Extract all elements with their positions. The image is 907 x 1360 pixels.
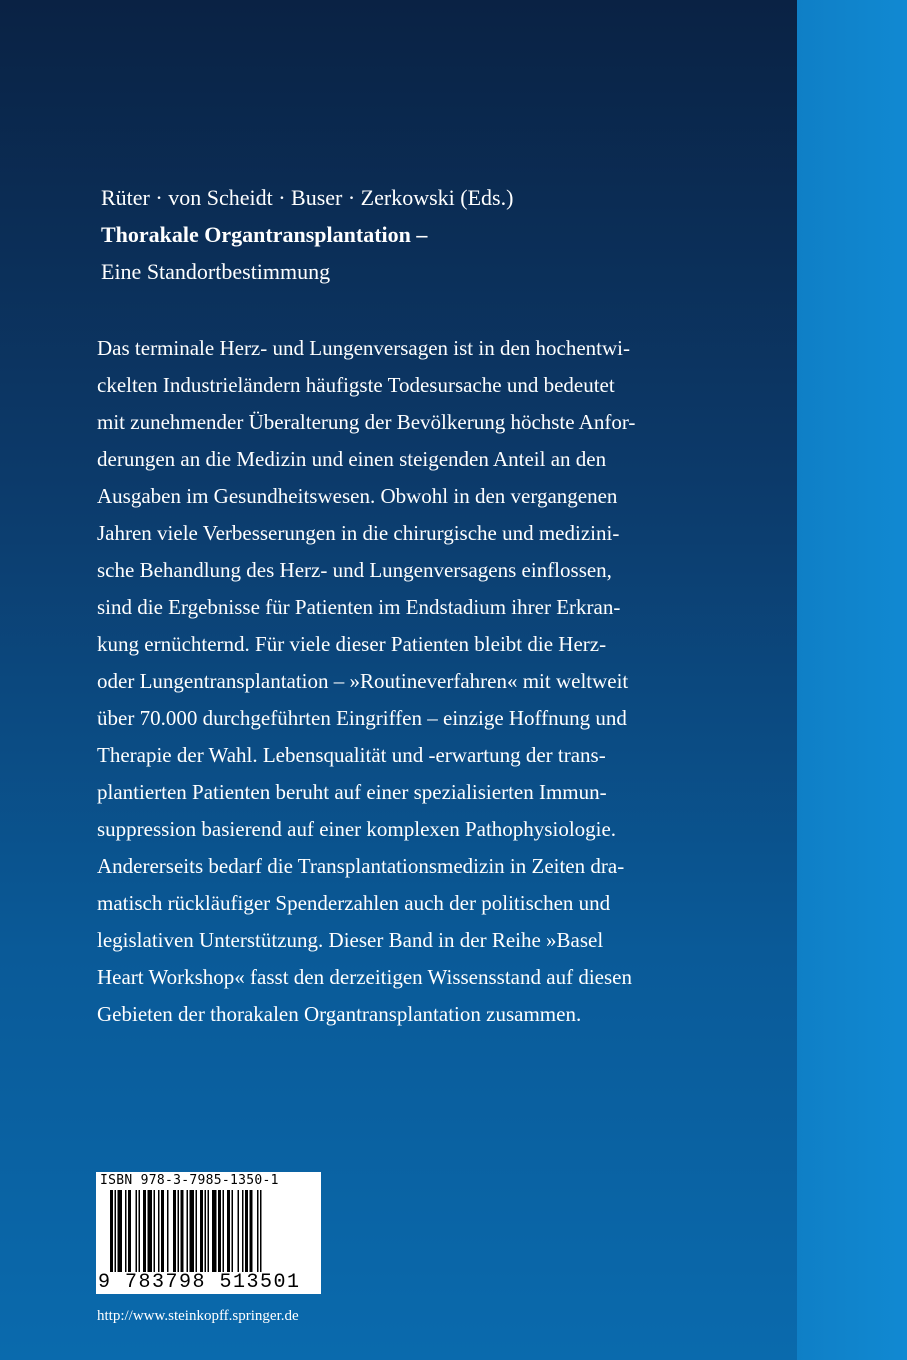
blurb-line: Ausgaben im Gesundheitswesen. Obwohl in den vergangenen <box>97 484 618 508</box>
blurb-text <box>97 330 737 1033</box>
blurb-line: Das terminale Herz- und Lungenversagen ist in den hochentwi- <box>97 336 630 360</box>
barcode-bar <box>245 1190 248 1272</box>
blurb-line: kung ernüchternd. Für viele dieser Patienten bleibt die Herz- <box>97 632 607 656</box>
blurb-line: ckelten Industrieländern häufigste Todesursache und bedeutet <box>97 373 615 397</box>
barcode-bar <box>173 1190 176 1272</box>
book-title: Thorakale Organtransplantation – <box>101 222 428 247</box>
spine-edge-strip <box>797 0 907 1360</box>
book-subtitle: Eine Standortbestimmung <box>101 259 331 284</box>
editors-line: Rüter · von Scheidt · Buser · Zerkowski (Eds.) <box>101 185 514 210</box>
barcode-bar <box>242 1190 244 1272</box>
blurb-line: Gebieten der thorakalen Organtransplantation zusammen. <box>97 1002 582 1026</box>
barcode-bar <box>158 1190 160 1272</box>
blurb-line: Heart Workshop« fasst den derzeitigen Wissensstand auf diesen <box>97 965 632 989</box>
barcode-bar <box>118 1190 123 1272</box>
barcode-bar <box>257 1190 259 1272</box>
barcode-bar <box>110 1190 113 1272</box>
blurb-line: derungen an die Medizin und einen steigenden Anteil an den <box>97 447 607 471</box>
blurb-line: sche Behandlung des Herz- und Lungenversagens einflossen, <box>97 558 612 582</box>
barcode-bar <box>250 1190 253 1272</box>
publisher-url: http://www.steinkopff.springer.de <box>97 1308 299 1324</box>
barcode-bar <box>196 1190 198 1272</box>
barcode-bar <box>232 1190 234 1272</box>
barcode-bar <box>167 1190 169 1272</box>
barcode-bar <box>139 1190 141 1272</box>
blurb-line: legislativen Unterstützung. Dieser Band in der Reihe »Basel <box>97 928 604 952</box>
barcode-bar <box>115 1190 117 1272</box>
blurb-line: Andererseits bedarf die Transplantationsmedizin in Zeiten dra- <box>97 854 625 878</box>
barcode-bar <box>181 1190 184 1272</box>
barcode-bar <box>187 1190 189 1272</box>
blurb-line: Therapie der Wahl. Lebensqualität und -erwartung der trans- <box>97 743 606 767</box>
barcode-digits: 9 783798 513501 <box>98 1271 301 1294</box>
barcode-bar <box>148 1190 153 1272</box>
barcode-bar <box>208 1190 210 1272</box>
barcode-bar <box>136 1190 138 1272</box>
barcode-bar <box>227 1190 230 1272</box>
barcode-bar <box>260 1190 262 1272</box>
barcode-bar <box>178 1190 180 1272</box>
barcode-bar <box>161 1190 164 1272</box>
blurb-line: Jahren viele Verbesserungen in die chirurgische und medizini- <box>97 521 620 545</box>
blurb-line: suppression basierend auf einer komplexen Pathophysiologie. <box>97 817 617 841</box>
barcode-bar <box>154 1190 156 1272</box>
barcode-bar <box>190 1190 195 1272</box>
barcode-bar <box>238 1190 240 1272</box>
blurb-line: plantierten Patienten beruht auf einer spezialisierten Immun- <box>97 780 607 804</box>
barcode-bar <box>128 1190 131 1272</box>
blurb-line: über 70.000 durchgeführten Eingriffen – einzige Hoffnung und <box>97 706 627 730</box>
barcode-bar <box>223 1190 225 1272</box>
blurb-line: mit zunehmender Überalterung der Bevölkerung höchste Anfor- <box>97 410 636 434</box>
isbn-barcode <box>96 1172 321 1294</box>
blurb-line: matisch rückläufiger Spenderzahlen auch der politischen und <box>97 891 611 915</box>
barcode-bar <box>200 1190 203 1272</box>
blurb-line: oder Lungentransplantation – »Routineverfahren« mit weltweit <box>97 669 629 693</box>
barcode-bar <box>143 1190 146 1272</box>
barcode-bars <box>110 1190 310 1272</box>
barcode-bar <box>205 1190 207 1272</box>
isbn-label: ISBN 978-3-7985-1350-1 <box>100 1173 279 1188</box>
barcode-bar <box>212 1190 217 1272</box>
blurb-line: sind die Ergebnisse für Patienten im Endstadium ihrer Erkran- <box>97 595 621 619</box>
barcode-bar <box>218 1190 221 1272</box>
barcode-bar <box>125 1190 127 1272</box>
